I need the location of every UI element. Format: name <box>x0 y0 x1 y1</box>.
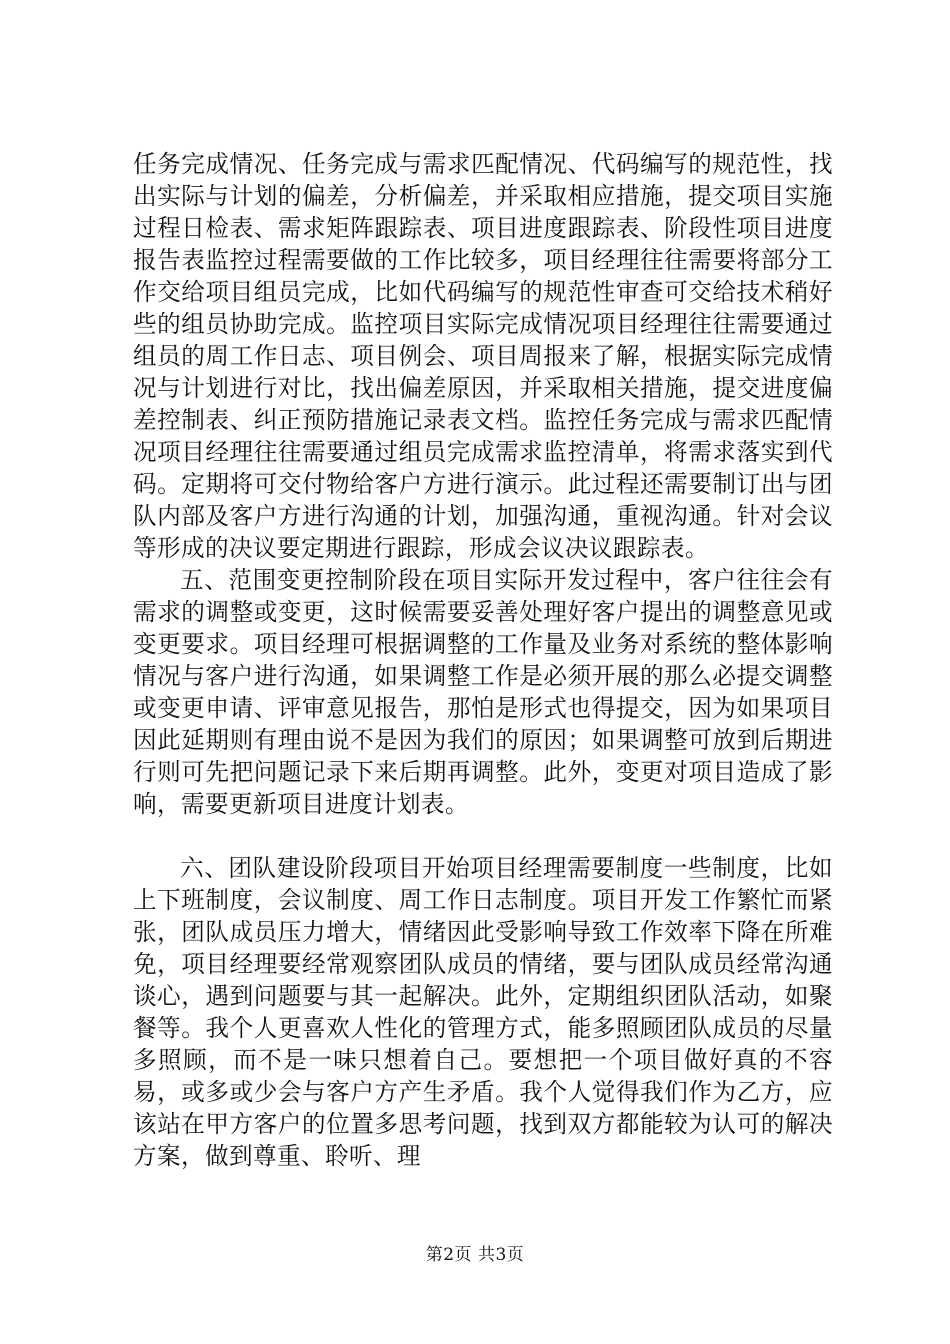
page-number-footer: 第2页 共3页 <box>425 1245 525 1265</box>
document-body <box>133 148 833 1172</box>
paragraph-continuation: 任务完成情况、任务完成与需求匹配情况、代码编写的规范性，找出实际与计划的偏差，分析偏差，并采取相应措施，提交项目实施过程日检表、需求矩阵跟踪表、项目进度跟踪表、阶段性项目进度报告表监控过程需要做的工作比较多，项目经理往往需要将部分工作交给项目组员完成，比如代码编写的规范性审查可交给技术稍好些的组员协助完成。监控项目实际完成情况项目经理往往需要通过组员的周工作日志、项目例会、项目周报来了解，根据实际完成情况与计划进行对比，找出偏差原因，并采取相关措施，提交进度偏差控制表、纠正预防措施记录表文档。监控任务完成与需求匹配情况项目经理往往需要通过组员完成需求监控清单，将需求落实到代码。定期将可交付物给客户方进行演示。此过程还需要制订出与团队内部及客户方进行沟通的计划，加强沟通，重视沟通。针对会议等形成的决议要定期进行跟踪，形成会议决议跟踪表。 <box>133 150 833 562</box>
paragraph-scope-change: 五、范围变更控制阶段在项目实际开发过程中，客户往往会有需求的调整或变更，这时候需要妥善处理好客户提出的调整意见或变更要求。项目经理可根据调整的工作量及业务对系统的整体影响情况与客户进行沟通，如果调整工作是必须开展的那么必提交调整或变更申请、评审意见报告，那怕是形式也得提交，因为如果项目因此延期则有理由说不是因为我们的原因；如果调整可放到后期进行则可先把问题记录下来后期再调整。此外，变更对项目造成了影响，需要更新项目进度计划表。 <box>133 566 833 818</box>
paragraph-team-building: 六、团队建设阶段项目开始项目经理需要制度一些制度，比如上下班制度，会议制度、周工作日志制度。项目开发工作繁忙而紧张，团队成员压力增大，情绪因此受影响导致工作效率下降在所难免，项目经理要经常观察团队成员的情绪，要与团队成员经常沟通谈心，遇到问题要与其一起解决。此外，定期组织团队活动，如聚餐等。我个人更喜欢人性化的管理方式，能多照顾团队成员的尽量多照顾，而不是一味只想着自己。要想把一个项目做好真的不容易，或多或少会与客户方产生矛盾。我个人觉得我们作为乙方，应该站在甲方客户的位置多思考问题，找到双方都能较为认可的解决方案，做到尊重、聆听、理 <box>133 854 833 1170</box>
